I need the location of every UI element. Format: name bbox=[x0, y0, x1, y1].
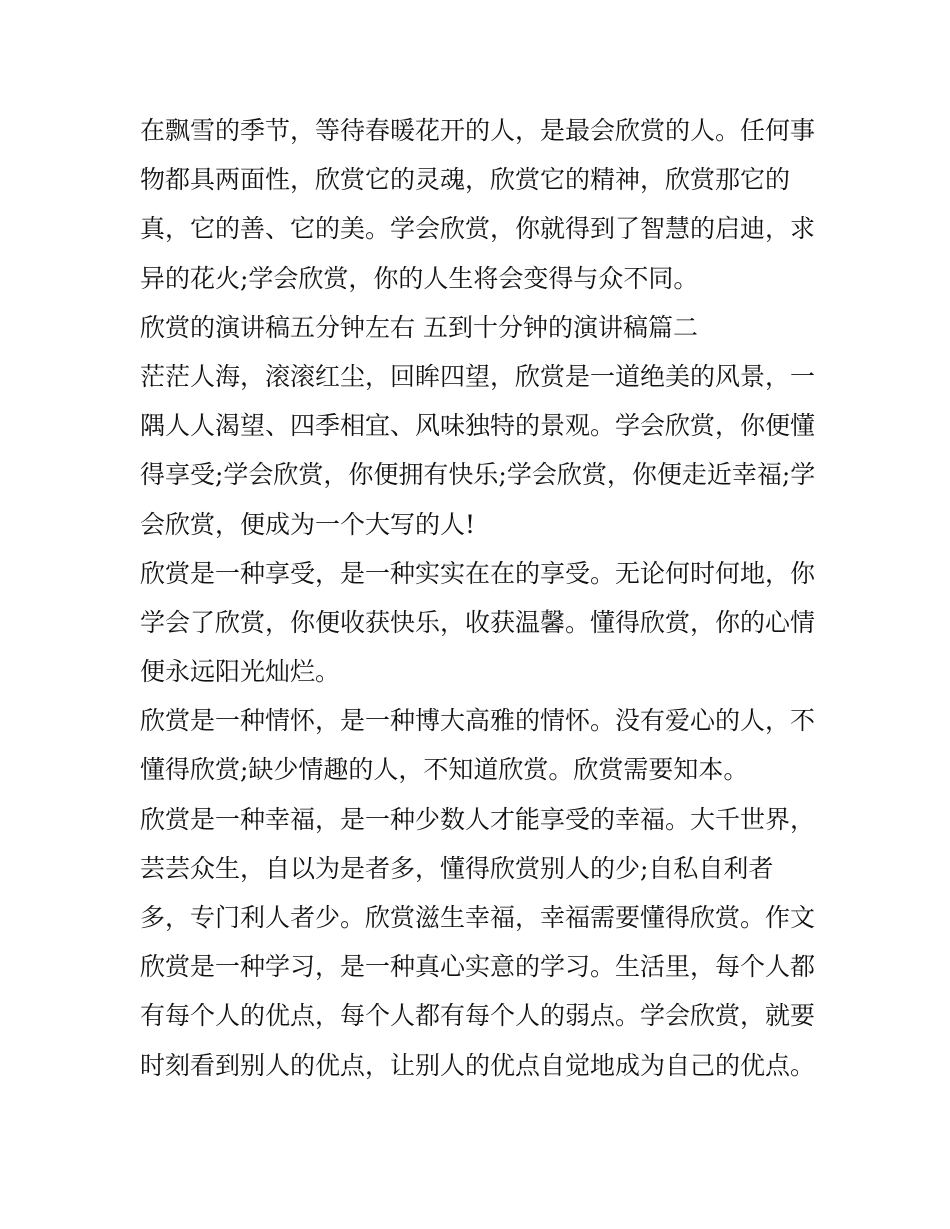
text-line: 隅人人渴望、四季相宜、风味独特的景观。学会欣赏，你便懂 bbox=[140, 411, 816, 441]
document-body bbox=[140, 106, 820, 1090]
text-line: 物都具两面性，欣赏它的灵魂，欣赏它的精神，欣赏那它的 bbox=[140, 165, 791, 195]
text-line: 学会了欣赏，你便收获快乐，收获温馨。懂得欣赏，你的心情 bbox=[140, 607, 816, 637]
text-line: 有每个人的优点，每个人都有每个人的弱点。学会欣赏，就要 bbox=[140, 1001, 816, 1031]
text-line: 懂得欣赏;缺少情趣的人，不知道欣赏。欣赏需要知本。 bbox=[140, 755, 749, 785]
text-line: 芸芸众生，自以为是者多，懂得欣赏别人的少;自私自利者 bbox=[140, 853, 774, 883]
text-line: 欣赏是一种享受，是一种实实在在的享受。无论何时何地，你 bbox=[140, 558, 816, 588]
text-line: 时刻看到别人的优点，让别人的优点自觉地成为自己的优点。 bbox=[140, 1050, 816, 1080]
text-line: 在飘雪的季节，等待春暖花开的人，是最会欣赏的人。任何事 bbox=[140, 116, 816, 145]
text-line: 得享受;学会欣赏，你便拥有快乐;学会欣赏，你便走近幸福;学 bbox=[140, 460, 816, 490]
text-line: 异的花火;学会欣赏，你的人生将会变得与众不同。 bbox=[140, 263, 699, 293]
text-line: 便永远阳光灿烂。 bbox=[140, 657, 341, 687]
text-line: 欣赏是一种情怀，是一种博大高雅的情怀。没有爱心的人，不 bbox=[140, 706, 816, 736]
text-line: 会欣赏，便成为一个大写的人! bbox=[140, 509, 476, 539]
text-line: 茫茫人海，滚滚红尘，回眸四望，欣赏是一道绝美的风景，一 bbox=[140, 361, 816, 391]
text-line: 真，它的善、它的美。学会欣赏，你就得到了智慧的启迪，求 bbox=[140, 214, 816, 244]
text-line: 欣赏是一种学习，是一种真心实意的学习。生活里，每个人都 bbox=[140, 952, 816, 982]
text-line: 多，专门利人者少。欣赏滋生幸福，幸福需要懂得欣赏。作文 bbox=[140, 903, 816, 932]
text-line: 欣赏是一种幸福，是一种少数人才能享受的幸福。大千世界， bbox=[140, 804, 816, 834]
section-heading: 欣赏的演讲稿五分钟左右 五到十分钟的演讲稿篇二 bbox=[140, 312, 698, 342]
